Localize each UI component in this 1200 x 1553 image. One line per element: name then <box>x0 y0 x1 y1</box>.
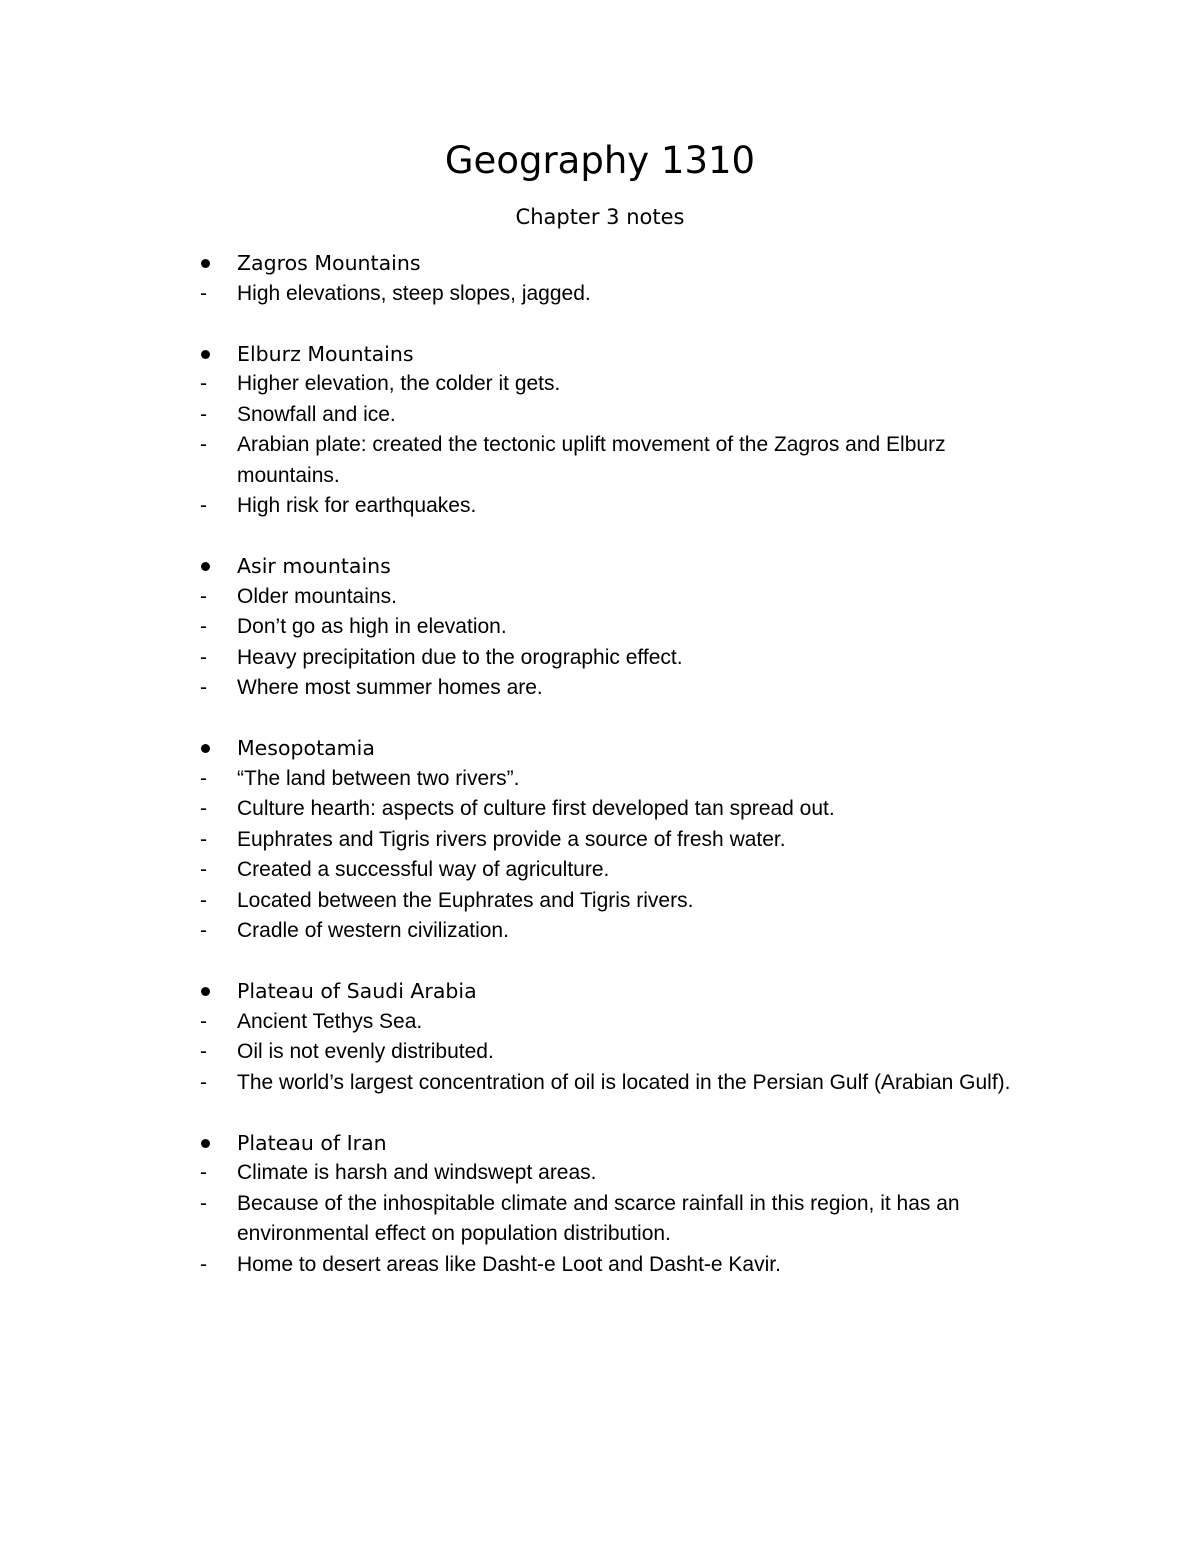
notes-list <box>0 248 1200 1310</box>
list-item-text: Snowfall and ice. <box>237 402 396 426</box>
dash-marker: - <box>200 1040 207 1063</box>
dash-marker: - <box>200 433 207 456</box>
section-heading: Plateau of Saudi Arabia <box>237 979 477 1003</box>
list-item <box>0 612 1200 643</box>
list-item <box>0 1068 1200 1099</box>
dash-marker: - <box>200 797 207 820</box>
list-item-text: Home to desert areas like Dasht-e Loot and Dasht-e Kavir. <box>237 1252 781 1276</box>
bullet-dot-icon <box>201 350 210 359</box>
bullet-dot-icon <box>201 744 210 753</box>
dash-marker: - <box>200 645 207 669</box>
list-item-text: Created a successful way of agriculture. <box>237 858 610 881</box>
list-item <box>0 1007 1200 1038</box>
list-item <box>0 1037 1200 1068</box>
bullet-dot-icon <box>201 562 210 571</box>
dash-marker: - <box>200 281 207 305</box>
list-item-text: Culture hearth: aspects of culture first developed tan spread out. <box>237 797 835 820</box>
dash-marker: - <box>200 919 207 942</box>
list-item <box>0 279 1200 310</box>
dash-marker: - <box>200 494 207 517</box>
list-item-text: Arabian plate: created the tectonic uplift movement of the Zagros and Elburz mountains. <box>237 433 946 487</box>
section-heading: Mesopotamia <box>237 736 375 760</box>
list-item <box>0 764 1200 795</box>
page-subtitle: Chapter 3 notes <box>515 205 685 229</box>
dash-marker: - <box>200 827 207 851</box>
dash-marker: - <box>200 858 207 881</box>
list-item-text: High elevations, steep slopes, jagged. <box>237 281 591 305</box>
dash-marker: - <box>200 1070 207 1094</box>
page-title: Geography 1310 <box>444 139 756 182</box>
bullet-dot-icon <box>201 259 210 268</box>
list-item <box>0 1250 1200 1281</box>
list-item <box>0 855 1200 886</box>
section-heading-row <box>0 551 1200 582</box>
list-item-text: Cradle of western civilization. <box>237 919 509 942</box>
dash-marker: - <box>200 584 207 608</box>
dash-marker: - <box>200 1009 207 1033</box>
section-heading-row <box>0 976 1200 1007</box>
list-item-text: Ancient Tethys Sea. <box>237 1009 423 1033</box>
list-item <box>0 400 1200 431</box>
dash-marker: - <box>200 676 207 699</box>
dash-marker: - <box>200 402 207 426</box>
list-item <box>0 369 1200 400</box>
list-item-text: Located between the Euphrates and Tigris rivers. <box>237 888 694 912</box>
list-item <box>0 673 1200 704</box>
list-item-text: Higher elevation, the colder it gets. <box>237 372 561 395</box>
list-item-text: Don’t go as high in elevation. <box>237 615 507 638</box>
list-item <box>0 491 1200 522</box>
dash-marker: - <box>200 1161 207 1184</box>
note-section <box>0 1128 1200 1281</box>
dash-marker: - <box>200 766 207 790</box>
list-item-text: Oil is not evenly distributed. <box>237 1040 494 1063</box>
list-item <box>0 1189 1200 1250</box>
dash-marker: - <box>200 888 207 912</box>
dash-marker: - <box>200 1252 207 1276</box>
list-item-text: Euphrates and Tigris rivers provide a source of fresh water. <box>237 827 786 851</box>
list-item-text: Where most summer homes are. <box>237 676 543 699</box>
list-item <box>0 643 1200 674</box>
section-heading: Asir mountains <box>237 554 391 578</box>
list-item-text: Climate is harsh and windswept areas. <box>237 1161 597 1184</box>
list-item-text: High risk for earthquakes. <box>237 494 477 517</box>
section-heading-row <box>0 733 1200 764</box>
list-item <box>0 916 1200 947</box>
dash-marker: - <box>200 615 207 638</box>
note-section <box>0 551 1200 704</box>
list-item <box>0 582 1200 613</box>
section-heading-row <box>0 248 1200 279</box>
list-item-text: Because of the inhospitable climate and scarce rainfall in this region, it has an environmental effect on population distribution. <box>237 1191 960 1245</box>
list-item-text: The world’s largest concentration of oil is located in the Persian Gulf (Arabian Gulf). <box>237 1070 1011 1094</box>
note-section <box>0 248 1200 309</box>
section-heading-row <box>0 1128 1200 1159</box>
list-item-text: Older mountains. <box>237 584 397 608</box>
section-heading: Elburz Mountains <box>237 341 414 366</box>
dash-marker: - <box>200 372 207 395</box>
dash-marker: - <box>200 1191 207 1215</box>
list-item <box>0 825 1200 856</box>
bullet-dot-icon <box>201 987 210 996</box>
list-item-text: Heavy precipitation due to the orographic effect. <box>237 645 683 669</box>
list-item <box>0 886 1200 917</box>
section-heading: Plateau of Iran <box>237 1130 387 1155</box>
note-section <box>0 339 1200 522</box>
note-section <box>0 976 1200 1098</box>
section-heading-row <box>0 339 1200 370</box>
list-item <box>0 794 1200 825</box>
list-item-text: “The land between two rivers”. <box>237 766 520 790</box>
note-section <box>0 733 1200 947</box>
list-item <box>0 430 1200 491</box>
bullet-dot-icon <box>201 1139 210 1148</box>
list-item <box>0 1158 1200 1189</box>
section-heading: Zagros Mountains <box>237 251 421 275</box>
